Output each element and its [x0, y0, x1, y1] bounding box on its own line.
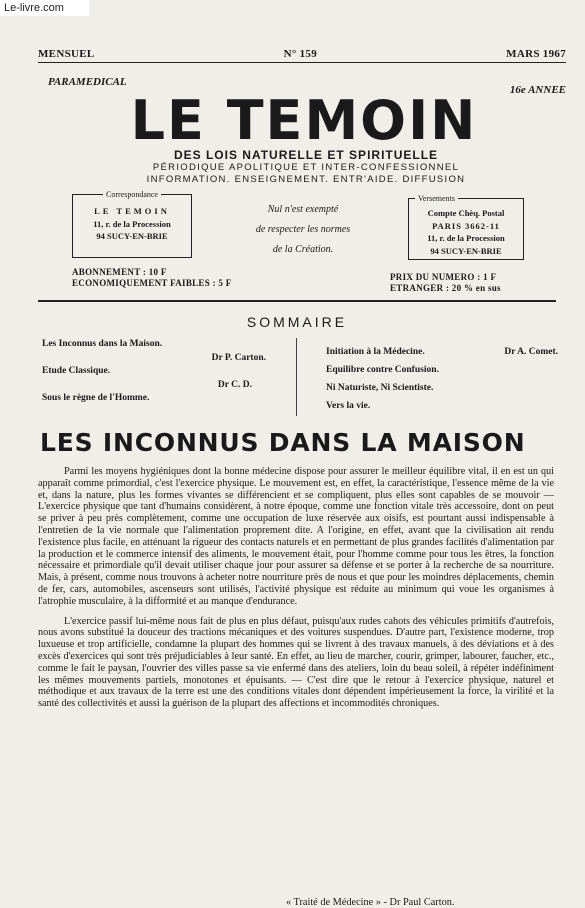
versements-number: PARIS 3662-11 [432, 220, 500, 231]
versements-street: 11, r. de la Procession [427, 233, 505, 243]
sommaire-author: Dr P. Carton. [211, 352, 266, 363]
sommaire-item: Equilibre contre Confusion. [326, 365, 439, 375]
correspondance-name: LE TEMOIN [94, 206, 170, 216]
quote-line-3: de la Création. [272, 244, 334, 255]
newspaper-page [38, 48, 566, 908]
sommaire-item: Ni Naturiste, Ni Scientiste. [326, 383, 434, 393]
quote-line-2: de respecter les normes [255, 224, 351, 235]
correspondance-street: 11, r. de la Procession [93, 218, 171, 229]
price-info [390, 272, 501, 294]
prix-numero: PRIX DU NUMERO : 1 F [390, 272, 497, 282]
versements-caption: Versements [415, 194, 458, 203]
article-paragraph: L'exercice passif lui-même nous fait de plus en plus défaut, puisqu'aux rudes cahots des véhicules primitifs d'autrefois, nous avons substitué la douceur des tractions mécaniques et des voitures suspendues. D'autre part, l'existence moderne, trop luxueuse et trop artificielle, condamne la plupart des hommes qui se livrent à des travaux manuels, à des déviations et à des excès d'exercices qui sont très préjudiciables à leur santé. En effet, au lieu de marcher, courir, grimper, labourer, faucher, etc., comme le fait le paysan, l'ouvrier des villes passe sa vie enfermé dans des ateliers, loin du beau soleil, à répéter indéfiniment les mêmes mouvements partiels, monotones et épuisants. — C'est dire que le retour à l'exercice physique, naturel et méthodique et aux travaux de la terre est une des conditions vitales dont dépendent impérieusement la force, la virilité et la santé des collectivités et aussi la guérison de la plupart des affections et incommodités chroniques. [38, 615, 554, 710]
correspondance-caption: Correspondance [103, 190, 161, 199]
sommaire-author: Dr A. Comet. [504, 347, 558, 357]
article-paragraph: Parmi les moyens hygiéniques dont la bonne médecine dispose pour assurer le meilleur équilibre vital, il en est un qui apparaît comme primordial, c'est l'exercice physique. Le mouvement est, en effet, la caractéristique, l'essence même de la vie et, dans la nature, plus les formes vivantes se différencient et se compliquent, plus elles sont capables de se mouvoir — L'exercice physique que tant d'humains considèrent, à notre époque, comme une fonction vitale très accessoire, dont on peut se priver à peu près complètement, comme une occupation de luxe réservée aux oisifs, est pourtant aussi indispensable à l'entretien de la vie normale que l'alimentation proprement dite. A l'origine, en effet, avant que la civilisation ait rendu l'existence plus facile, en atténuant la rigueur des contacts naturels et en permettant de plus grandes facilités d'alimentation par la production et le commerce intensif des aliments, le mouvement était, pour l'homme comme pour tous les êtres, la fonction nécessaire et primordiale qu'il devait utiliser chaque jour pour assurer sa défense et se porter à la recherche de sa nourriture. Mais, à présent, comme nous trouvons à acheter notre nourriture près de nous et que pour les moindres déplacements, chemin de fer, cars, automobiles, ascenseurs sont utilisés, l'activité physique est réduite au minimum qui voue les organismes à l'atrophie musculaire, à la difformité et au manque d'endurance. [38, 466, 554, 607]
description-line-2: INFORMATION. ENSEIGNEMENT. ENTR'AIDE. DIFFUSION [146, 174, 466, 185]
category-label: PARAMEDICAL [48, 76, 127, 88]
versements-city: 94 SUCY-EN-BRIE [430, 245, 502, 256]
sommaire-item: Initiation à la Médecine. [326, 347, 425, 357]
motto-quote [218, 200, 388, 260]
sommaire-left-column [42, 338, 282, 406]
watermark: Le-livre.com [0, 0, 89, 16]
article-citation: « Traité de Médecine » - Dr Paul Carton. [286, 897, 455, 908]
description-line-1: PÉRIODIQUE APOLITIQUE ET INTER-CONFESSIONNEL [152, 162, 460, 173]
issue-date: MARS 1967 [506, 48, 566, 60]
masthead-title: LE TEMOIN [130, 89, 478, 152]
sommaire-item: Etude Classique. [42, 366, 111, 376]
subscription-info [72, 267, 232, 289]
year-label: 16e ANNEE [509, 84, 566, 96]
versements-box [408, 194, 524, 260]
masthead-subtitle: DES LOIS NATURELLE ET SPIRITUELLE [173, 148, 439, 162]
correspondance-box [72, 190, 192, 258]
issue-number: N° 159 [283, 48, 318, 60]
article-headline: LES INCONNUS DANS LA MAISON [40, 428, 526, 457]
versements-account: Compte Chèq. Postal [427, 208, 505, 218]
sommaire-author: Dr C. D. [217, 379, 252, 390]
sommaire-item: Sous le règne de l'Homme. [42, 393, 150, 403]
sommaire-item: Les Inconnus dans la Maison. [42, 339, 163, 349]
sommaire-item: Vers la vie. [326, 401, 371, 411]
sommaire-title: SOMMAIRE [246, 314, 348, 330]
sommaire-divider [296, 338, 297, 416]
abonnement: ABONNEMENT : 10 F [72, 267, 167, 277]
correspondance-city: 94 SUCY-EN-BRIE [96, 231, 168, 241]
section-rule [38, 300, 556, 302]
prix-etranger: ETRANGER : 20 % en sus [390, 283, 501, 293]
economiquement-faibles: ECONOMIQUEMENT FAIBLES : 5 F [72, 278, 232, 288]
article-body [38, 466, 554, 710]
quote-line-1: Nul n'est exempté [267, 204, 339, 215]
masthead-description [86, 162, 526, 186]
top-rule [38, 62, 566, 63]
issue-line [38, 48, 566, 60]
frequency: MENSUEL [38, 48, 95, 60]
sommaire-right-column [326, 343, 566, 415]
